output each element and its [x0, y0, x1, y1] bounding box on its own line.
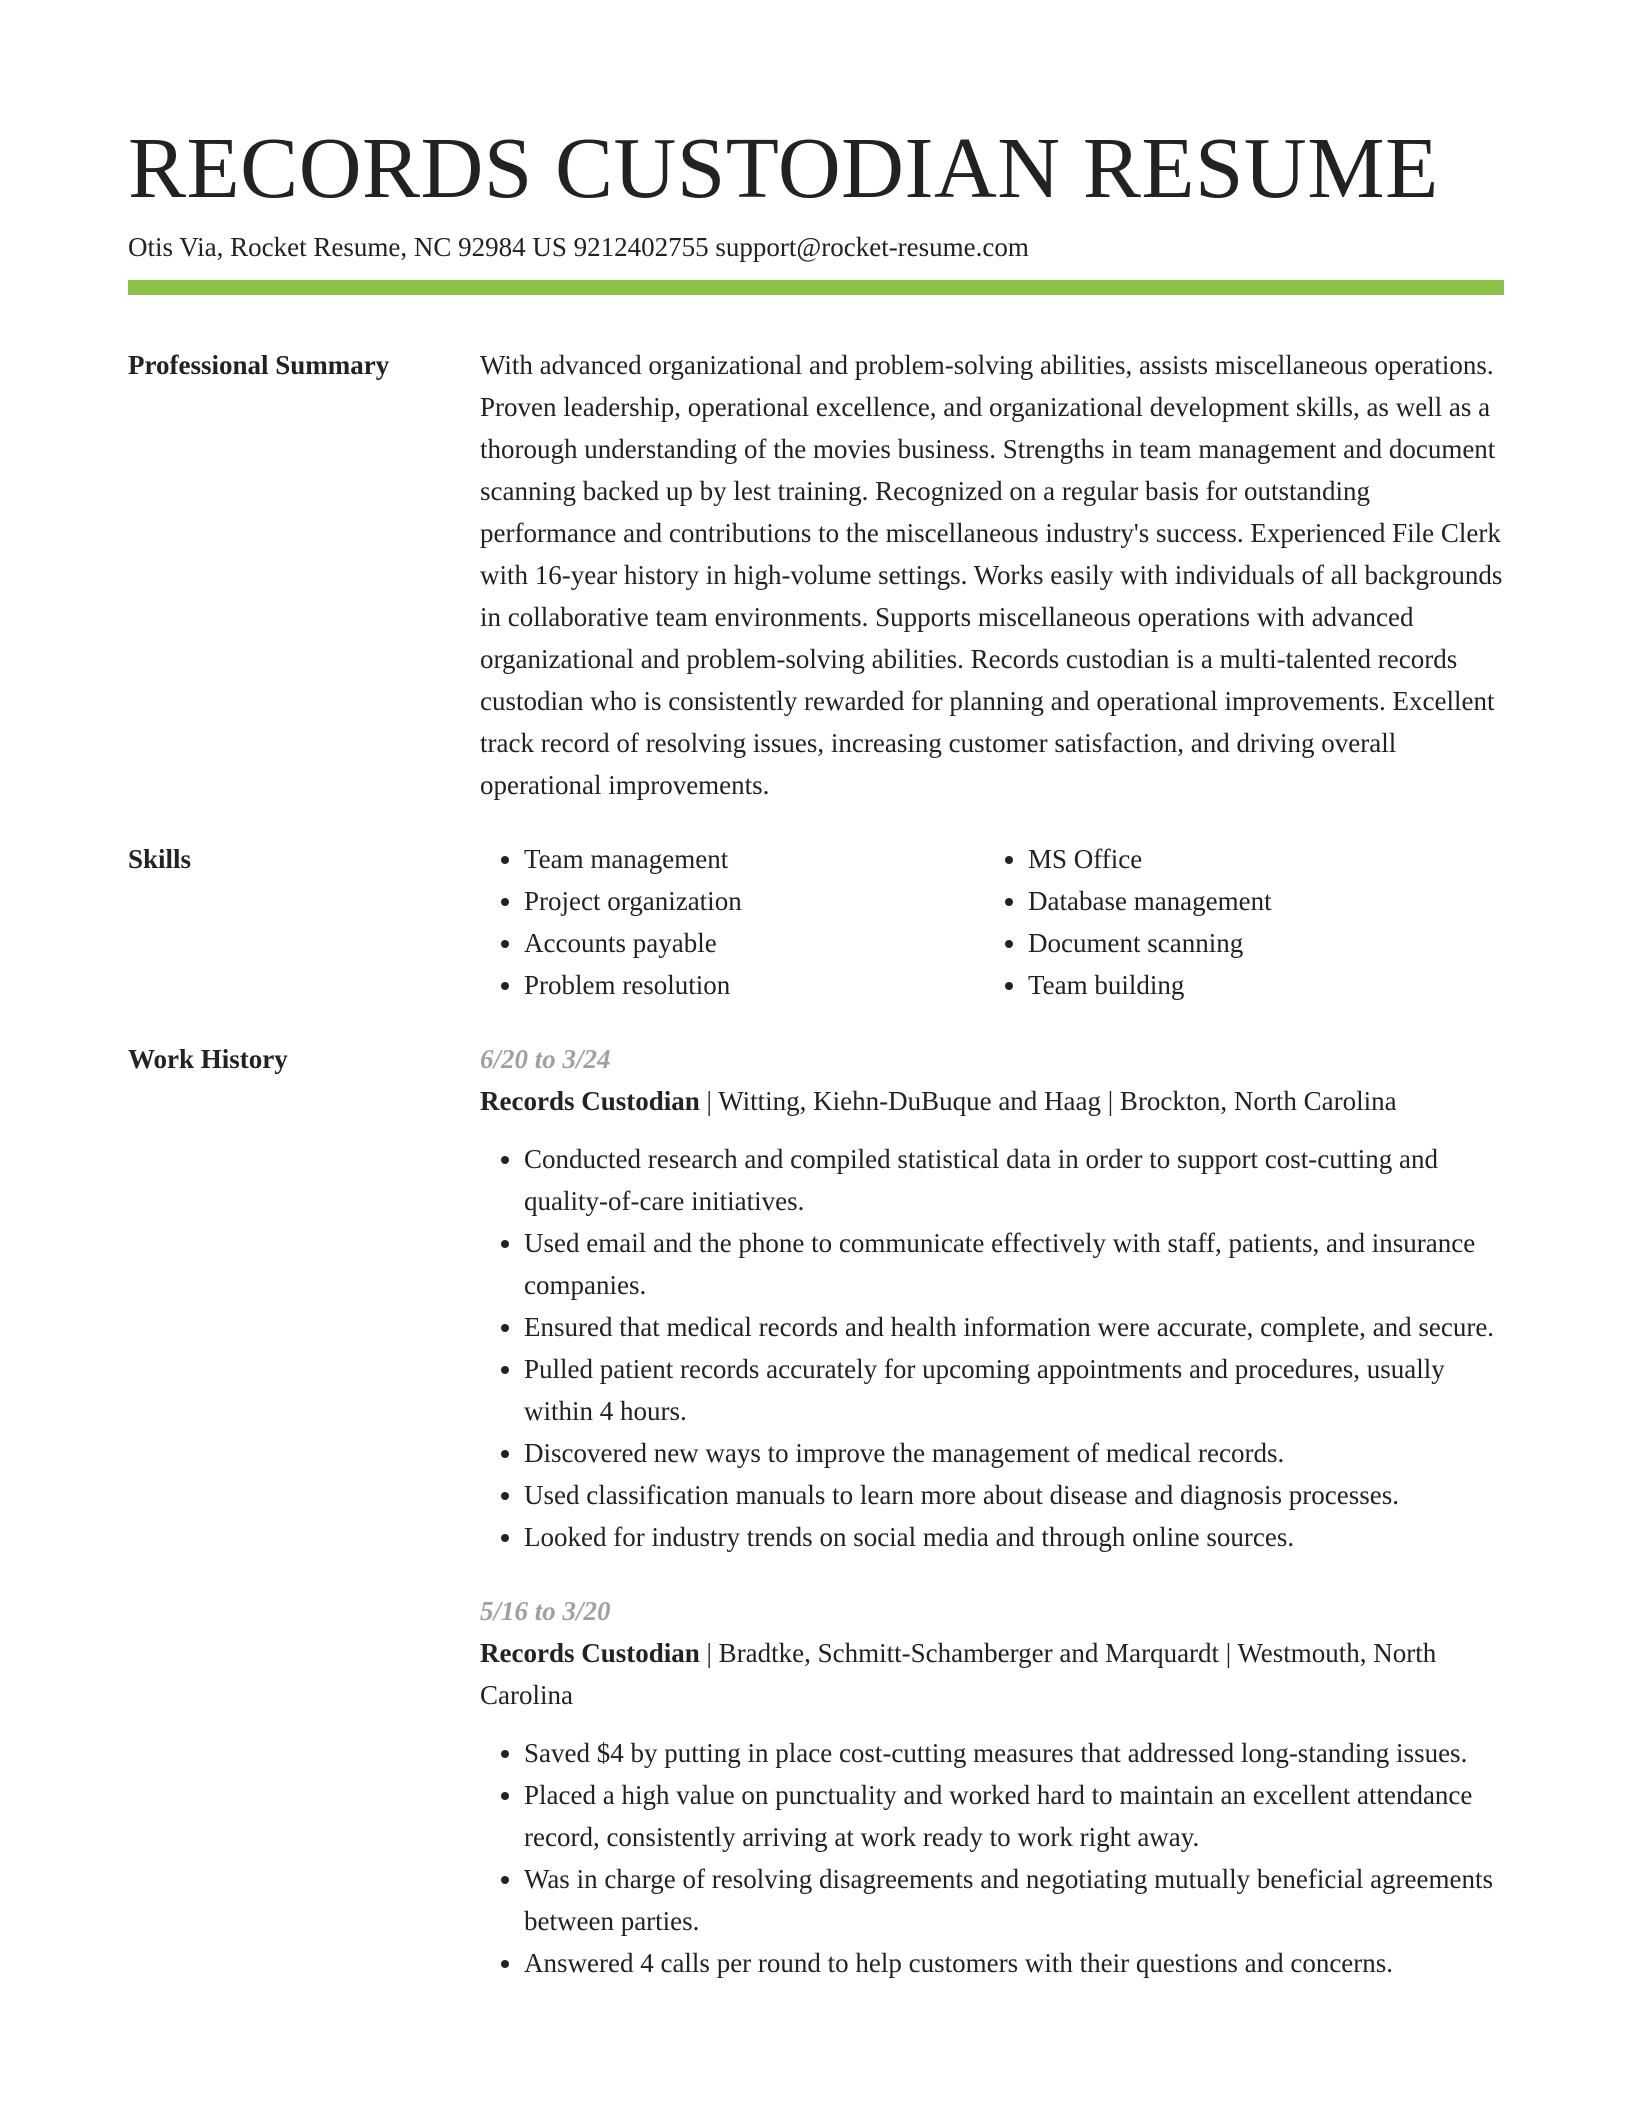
skill-item: • Project organization	[524, 880, 984, 922]
job-role: Records Custodian	[480, 1086, 700, 1116]
contact-line: Otis Via, Rocket Resume, NC 92984 US 9212402755 support@rocket-resume.com	[128, 232, 1029, 262]
job-bullet: • Was in charge of resolving disagreements and negotiating mutually beneficial agreements between parties.	[524, 1858, 1504, 1942]
job-title-line	[480, 1632, 1504, 1716]
job-bullets	[480, 1138, 1504, 1558]
job-bullet: • Saved $4 by putting in place cost-cutting measures that addressed long-standing issues.	[524, 1732, 1504, 1774]
skills-section	[128, 838, 1504, 1006]
skills-grid	[480, 838, 1504, 1006]
job-bullet: • Looked for industry trends on social media and through online sources.	[524, 1516, 1504, 1558]
job-title-line	[480, 1080, 1504, 1122]
skill-item: • Accounts payable	[524, 922, 984, 964]
summary-text: With advanced organizational and problem-solving abilities, assists miscellaneous operations. Proven leadership, operational excellence, and organizational development skills, as well as a thorough understanding of the movies business. Strengths in team management and document scanning backed up by lest training. Recognized on a regular basis for outstanding performance and contributions to the miscellaneous industry's success. Experienced File Clerk with 16-year history in high-volume settings. Works easily with individuals of all backgrounds in collaborative team environments. Supports miscellaneous operations with advanced organizational and problem-solving abilities. Records custodian is a multi-talented records custodian who is consistently rewarded for planning and operational improvements. Excellent track record of resolving issues, increasing customer satisfaction, and driving overall operational improvements.	[480, 350, 1503, 800]
job-entry	[480, 1038, 1504, 1558]
job-bullet: • Conducted research and compiled statistical data in order to support cost-cutting and quality-of-care initiatives.	[524, 1138, 1504, 1222]
skill-item: • Team building	[1028, 964, 1488, 1006]
skills-column-right	[984, 838, 1488, 1006]
summary-body	[480, 344, 1504, 806]
resume-title: RECORDS CUSTODIAN RESUME	[128, 119, 1439, 216]
section-label-skills: Skills	[128, 844, 192, 874]
accent-divider	[128, 280, 1504, 295]
work-body	[480, 1038, 1504, 1984]
job-bullet: • Discovered new ways to improve the management of medical records.	[524, 1432, 1504, 1474]
skill-item: • Database management	[1028, 880, 1488, 922]
section-label-summary: Professional Summary	[128, 350, 390, 380]
section-label-work: Work History	[128, 1044, 288, 1074]
job-role: Records Custodian	[480, 1638, 700, 1668]
skill-item: • Problem resolution	[524, 964, 984, 1006]
job-dates: 5/16 to 3/20	[480, 1596, 611, 1626]
professional-summary-section	[128, 344, 1504, 806]
skill-item: • Team management	[524, 838, 984, 880]
job-dates: 6/20 to 3/24	[480, 1044, 611, 1074]
work-history-section	[128, 1038, 1504, 1984]
job-bullet: • Pulled patient records accurately for upcoming appointments and procedures, usually within 4 hours.	[524, 1348, 1504, 1432]
job-bullet: • Answered 4 calls per round to help customers with their questions and concerns.	[524, 1942, 1504, 1984]
skills-column-left	[480, 838, 984, 1006]
job-bullets	[480, 1732, 1504, 1984]
job-bullet: • Used email and the phone to communicate effectively with staff, patients, and insurance companies.	[524, 1222, 1504, 1306]
skills-body	[480, 838, 1504, 1006]
skill-item: • MS Office	[1028, 838, 1488, 880]
job-bullet: • Placed a high value on punctuality and worked hard to maintain an excellent attendance record, consistently arriving at work ready to work right away.	[524, 1774, 1504, 1858]
job-entry	[480, 1590, 1504, 1984]
job-details: | Bradtke, Schmitt-Schamberger and Marquardt | Westmouth, North Carolina	[480, 1638, 1437, 1710]
job-bullet: • Used classification manuals to learn more about disease and diagnosis processes.	[524, 1474, 1504, 1516]
job-details: | Witting, Kiehn-DuBuque and Haag | Brockton, North Carolina	[699, 1086, 1397, 1116]
skill-item: • Document scanning	[1028, 922, 1488, 964]
resume-page	[128, 0, 1504, 1984]
job-bullet: • Ensured that medical records and health information were accurate, complete, and secure.	[524, 1306, 1504, 1348]
